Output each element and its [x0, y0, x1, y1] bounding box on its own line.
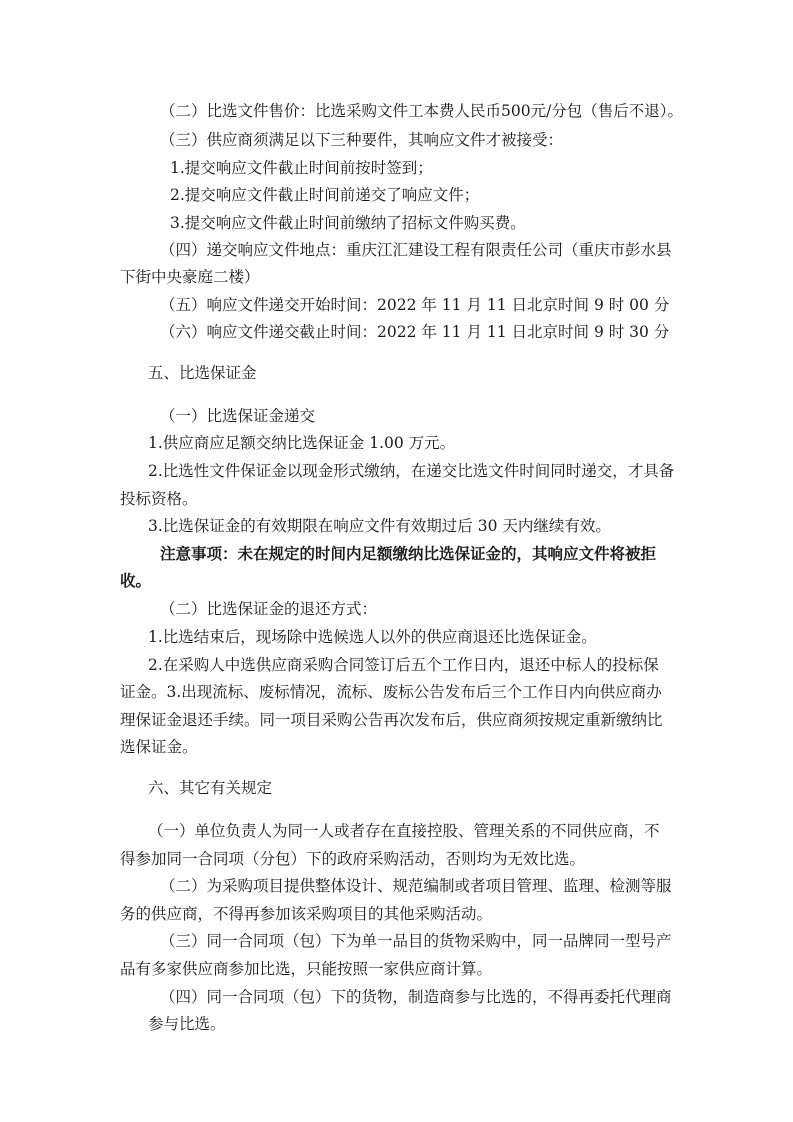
- deposit-refund-heading: （二）比选保证金的退还方式：: [160, 600, 378, 618]
- item-4-location-line2: 下街中央豪庭二楼）: [120, 268, 260, 286]
- refund-rule-2-line2: 证金。3.出现流标、废标情况，流标、废标公告发布后三个工作日内向供应商办: [120, 683, 662, 701]
- deposit-rule-2-line2: 投标资格。: [120, 490, 198, 508]
- rule-3-line2: 品有多家供应商参加比选，只能按照一家供应商计算。: [120, 960, 493, 978]
- requirement-2: 2.提交响应文件截止时间前递交了响应文件；: [170, 186, 480, 204]
- notice-line2: 收。: [120, 571, 152, 590]
- item-4-location-line1: （四）递交响应文件地点：重庆江汇建设工程有限责任公司（重庆市彭水县: [160, 241, 672, 259]
- rule-3-line1: （三）同一合同项（包）下为单一品目的货物采购中，同一品牌同一型号产: [160, 932, 672, 950]
- item-2-price: （二）比选文件售价：比选采购文件工本费人民币500元/分包（售后不退）。: [160, 102, 684, 120]
- section-6-heading: 六、其它有关规定: [148, 779, 273, 797]
- item-5-start-time: （五）响应文件递交开始时间：2022 年 11 月 11 日北京时间 9 时 00 分: [160, 296, 670, 314]
- rule-4-line2: 参与比选。: [148, 1015, 226, 1033]
- deposit-rule-3: 3.比选保证金的有效期限在响应文件有效期过后 30 天内继续有效。: [148, 517, 611, 535]
- refund-rule-2-line3: 理保证金退还手续。同一项目采购公告再次发布后，供应商须按规定重新缴纳比: [120, 711, 663, 729]
- refund-rule-2-line4: 选保证金。: [120, 738, 198, 756]
- deposit-rule-1: 1.供应商应足额交纳比选保证金 1.00 万元。: [148, 434, 456, 452]
- item-6-deadline: （六）响应文件递交截止时间：2022 年 11 月 11 日北京时间 9 时 30 分: [160, 323, 670, 341]
- rule-2-line2: 务的供应商，不得再参加该采购项目的其他采购活动。: [120, 905, 493, 923]
- rule-2-line1: （二）为采购项目提供整体设计、规范编制或者项目管理、监理、检测等服: [160, 877, 672, 895]
- deposit-submission-heading: （一）比选保证金递交: [160, 407, 316, 425]
- requirement-1: 1.提交响应文件截止时间前按时签到；: [170, 159, 433, 177]
- refund-rule-2-line1: 2.在采购人中选供应商采购合同签订后五个工作日内，退还中标人的投标保: [148, 656, 659, 674]
- rule-4-line1: （四）同一合同项（包）下的货物，制造商参与比选的，不得再委托代理商: [160, 988, 672, 1006]
- item-3-requirements: （三）供应商须满足以下三种要件，其响应文件才被接受：: [160, 131, 564, 149]
- notice-line1: 注意事项：未在规定的时间内足额缴纳比选保证金的，其响应文件将被拒: [160, 544, 657, 563]
- refund-rule-1: 1.比选结束后，现场除中选候选人以外的供应商退还比选保证金。: [148, 628, 597, 646]
- rule-1-line2: 得参加同一合同项（分包）下的政府采购活动，否则均为无效比选。: [120, 850, 586, 868]
- deposit-rule-2-line1: 2.比选性文件保证金以现金形式缴纳，在递交比选文件时间同时递交，才具备: [148, 462, 675, 480]
- requirement-3: 3.提交响应文件截止时间前缴纳了招标文件购买费。: [170, 214, 526, 232]
- rule-1-line1: （一）单位负责人为同一人或者存在直接控股、管理关系的不同供应商，不: [148, 822, 660, 840]
- section-5-heading: 五、比选保证金: [148, 364, 257, 382]
